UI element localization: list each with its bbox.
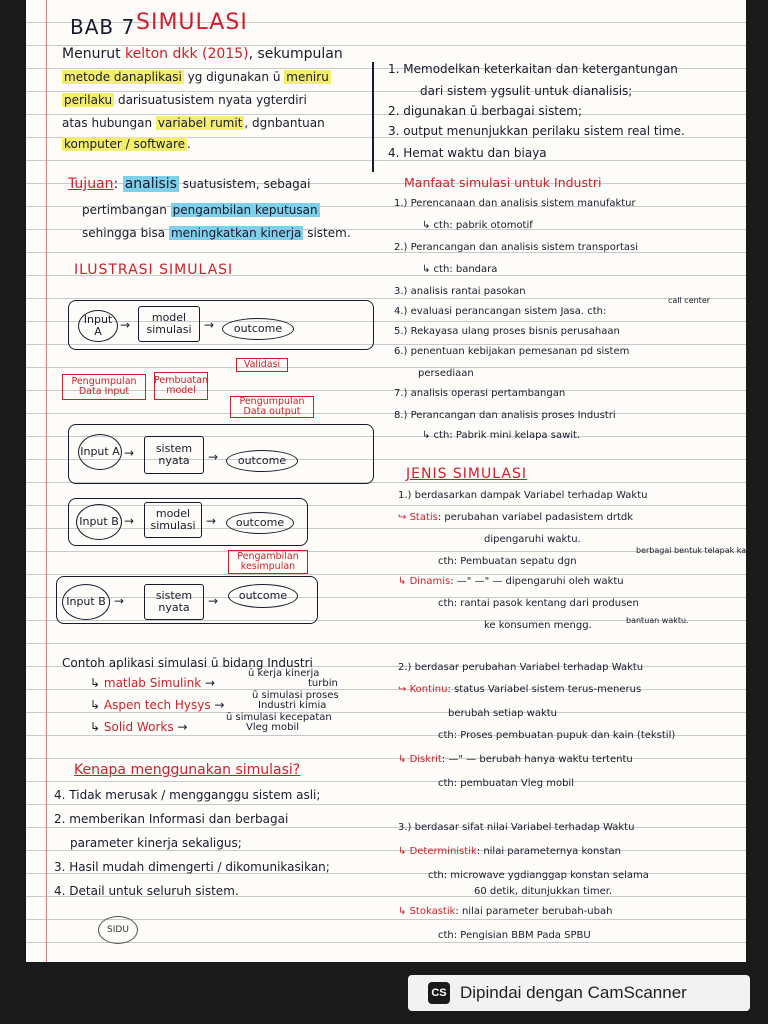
- definition-line-2: metode danaplikasi yg digunakan ū meniru: [64, 70, 329, 84]
- jenis-dinamis-cth3: bantuan waktu.: [626, 616, 689, 625]
- jenis-3: 3.) berdasar sifat nilai Variabel terhadap Waktu: [398, 822, 635, 833]
- kenapa-2b: parameter kinerja sekaligus;: [70, 836, 242, 850]
- chapter-title: SIMULASI: [136, 10, 248, 35]
- arrow-2: →: [204, 318, 215, 332]
- camscanner-footer: [408, 975, 750, 1011]
- jenis-dinamis-cth: cth: rantai pasok kentang dari produsen: [438, 598, 639, 609]
- column-divider: [372, 62, 374, 172]
- margin-line: [46, 0, 47, 962]
- manfaat-4: 4.) evaluasi perancangan sistem Jasa. cth:: [394, 306, 607, 317]
- fungsi-1: 1. Memodelkan keterkaitan dan ketergantungan: [388, 62, 678, 76]
- manfaat-5: 5.) Rekayasa ulang proses bisnis perusahaan: [394, 326, 620, 337]
- sistem-nyata-box-1: sistem nyata: [144, 436, 204, 474]
- input-b-oval-2: Input B: [62, 584, 110, 620]
- pengumpulan-data-output-box: Pengumpulan Data output: [230, 396, 314, 418]
- contoh-tool-1: ↳ matlab Simulink →: [90, 676, 216, 690]
- jenis-kontinu-c: berubah setiap waktu: [448, 708, 558, 719]
- manfaat-8b: ↳ cth: Pabrik mini kelapa sawit.: [422, 430, 581, 441]
- fungsi-2: 2. digunakan ū berbagai sistem;: [388, 104, 583, 118]
- contoh-tool-3: ↳ Solid Works →: [90, 720, 188, 734]
- manfaat-2: 2.) Perancangan dan analisis sistem transportasi: [394, 242, 639, 253]
- contoh-title: Contoh aplikasi simulasi ū bidang Industri: [62, 656, 313, 670]
- validasi-box: Validasi: [236, 358, 288, 372]
- manfaat-1b: ↳ cth: pabrik otomotif: [422, 220, 533, 231]
- tujuan-line-2: pertimbangan pengambilan keputusan: [82, 203, 318, 217]
- contoh-tool-2: ↳ Aspen tech Hysys →: [90, 698, 225, 712]
- input-b-oval-1: Input B: [76, 504, 122, 540]
- tujuan-line-3: sehingga bisa meningkatkan kinerja sistem.: [82, 226, 351, 240]
- contoh-desc-3b: Vleg mobil: [246, 722, 300, 733]
- definition-line-1: Menurut kelton dkk (2015), sekumpulan: [62, 46, 343, 62]
- input-a-oval-1: Input A: [78, 310, 118, 342]
- manfaat-4c: call center: [668, 296, 711, 305]
- jenis-det-cth: cth: microwave ygdianggap konstan selama: [428, 870, 649, 881]
- jenis-statis-c: dipengaruhi waktu.: [484, 534, 581, 545]
- jenis-dinamis-cth2: ke konsumen mengg.: [484, 620, 592, 631]
- model-simulasi-box-1: model simulasi: [138, 306, 200, 342]
- jenis-statis-cth: cth: Pembuatan sepatu dgn: [438, 556, 577, 567]
- arrow-3: →: [124, 446, 135, 460]
- kenapa-title: Kenapa menggunakan simulasi?: [74, 762, 301, 778]
- manfaat-6: 6.) penentuan kebijakan pemesanan pd sistem: [394, 346, 630, 357]
- arrow-4: →: [208, 450, 219, 464]
- manfaat-3: 3.) analisis rantai pasokan: [394, 286, 526, 297]
- definition-line-3: perilaku darisuatusistem nyata ygterdiri: [64, 93, 307, 107]
- jenis-statis: ↪ Statis: perubahan variabel padasistem drtdk: [398, 512, 634, 523]
- jenis-statis-cth2: berbagai bentuk telapak kaki: [636, 546, 754, 555]
- page-number: 8: [8, 20, 15, 33]
- kenapa-1: 4. Tidak merusak / mengganggu sistem asli;: [54, 788, 321, 802]
- jenis-diskrit: ↳ Diskrit: —" — berubah hanya waktu tertentu: [398, 754, 633, 765]
- jenis-sto-cth: cth: Pengisian BBM Pada SPBU: [438, 930, 591, 941]
- ilustrasi-title: ILUSTRASI SIMULASI: [74, 262, 234, 278]
- definition-line-5: komputer / software .: [64, 137, 191, 151]
- arrow-6: →: [206, 514, 217, 528]
- arrow-7: →: [114, 594, 125, 608]
- jenis-diskrit-cth: cth: pembuatan Vleg mobil: [438, 778, 574, 789]
- fungsi-4: 4. Hemat waktu dan biaya: [388, 146, 547, 160]
- arrow-8: →: [208, 594, 219, 608]
- manfaat-6b: persediaan: [418, 368, 474, 379]
- pembuatan-model-box: Pembuatan model: [154, 372, 208, 400]
- jenis-stokastik: ↳ Stokastik: nilai parameter berubah-ubah: [398, 906, 613, 917]
- arrow-1: →: [120, 318, 131, 332]
- outcome-oval-4: outcome: [228, 584, 298, 608]
- camscanner-logo-icon: CS: [428, 982, 450, 1004]
- input-a-oval-2: Input A: [78, 434, 122, 470]
- outcome-oval-2: outcome: [226, 450, 298, 472]
- outcome-oval-3: outcome: [226, 512, 294, 534]
- sistem-nyata-box-2: sistem nyata: [144, 584, 204, 620]
- camscanner-text: Dipindai dengan CamScanner: [460, 983, 687, 1002]
- manfaat-7: 7.) analisis operasi pertambangan: [394, 388, 566, 399]
- manfaat-8: 8.) Perancangan dan analisis proses Industri: [394, 410, 616, 421]
- jenis-2: 2.) berdasar perubahan Variabel terhadap Waktu: [398, 662, 644, 673]
- pengumpulan-data-input-box: Pengumpulan Data Input: [62, 374, 146, 400]
- kenapa-2: 2. memberikan Informasi dan berbagai: [54, 812, 289, 826]
- jenis-kontinu-cth: cth: Proses pembuatan pupuk dan kain (tekstil): [438, 730, 676, 741]
- jenis-deterministik: ↳ Deterministik: nilai parameternya konstan: [398, 846, 621, 857]
- tujuan-line-1: Tujuan: analisis suatusistem, sebagai: [68, 176, 311, 192]
- contoh-desc-2a: ū simulasi proses: [252, 690, 339, 701]
- outcome-oval-1: outcome: [222, 318, 294, 340]
- sidu-stamp: SIDU: [98, 916, 138, 944]
- contoh-desc-1a: ū kerja kinerja: [248, 668, 320, 679]
- contoh-desc-1b: turbin: [308, 678, 338, 689]
- jenis-1: 1.) berdasarkan dampak Variabel terhadap Waktu: [398, 490, 648, 501]
- definition-line-4: atas hubungan variabel rumit , dgnbantuan: [62, 116, 325, 130]
- model-simulasi-box-2: model simulasi: [144, 502, 202, 538]
- manfaat-2b: ↳ cth: bandara: [422, 264, 498, 275]
- contoh-desc-3a: ū simulasi kecepatan: [226, 712, 332, 723]
- arrow-5: →: [124, 514, 135, 528]
- fungsi-1b: dari sistem ygsulit untuk dianalisis;: [420, 84, 633, 98]
- notebook-page: [8, 0, 754, 962]
- chapter-label: BAB 7: [70, 15, 136, 39]
- manfaat-title: Manfaat simulasi untuk Industri: [404, 175, 602, 190]
- kenapa-3: 3. Hasil mudah dimengerti / dikomunikasikan;: [54, 860, 330, 874]
- kenapa-4: 4. Detail untuk seluruh sistem.: [54, 884, 239, 898]
- jenis-kontinu: ↪ Kontinu: status Variabel sistem terus-menerus: [398, 684, 642, 695]
- contoh-desc-2b: Industri kimia: [258, 700, 327, 711]
- manfaat-1: 1.) Perencanaan dan analisis sistem manufaktur: [394, 198, 636, 209]
- jenis-det-cth2: 60 detik, ditunjukkan timer.: [474, 886, 613, 897]
- jenis-dinamis: ↳ Dinamis: —" —" — dipengaruhi oleh waktu: [398, 576, 624, 587]
- fungsi-3: 3. output menunjukkan perilaku sistem real time.: [388, 124, 685, 138]
- pengambilan-kesimpulan-box: Pengambilan kesimpulan: [228, 550, 308, 574]
- jenis-title: JENIS SIMULASI: [406, 466, 527, 482]
